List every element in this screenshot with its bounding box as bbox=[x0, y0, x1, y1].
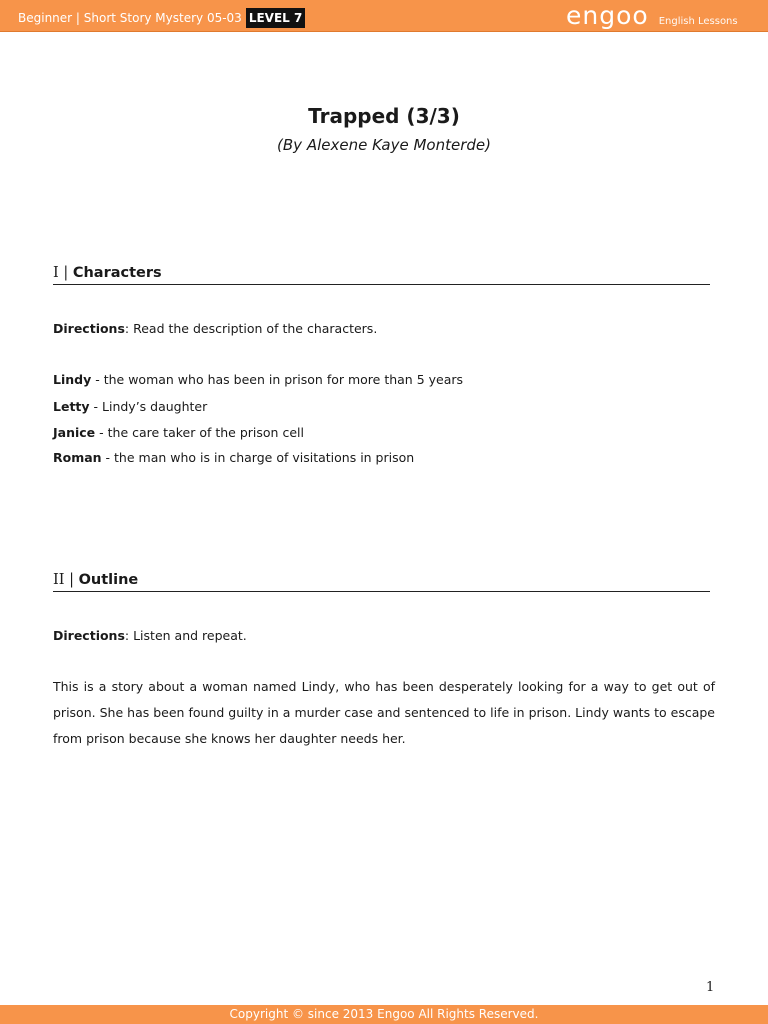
section-number: I | bbox=[53, 265, 69, 281]
header-bar bbox=[0, 0, 768, 32]
footer-bar bbox=[0, 1005, 768, 1024]
engoo-logo: engoo bbox=[566, 1, 649, 30]
section-heading-characters bbox=[53, 265, 710, 285]
character-name: Letty bbox=[53, 399, 90, 414]
character-item bbox=[53, 425, 304, 440]
brand bbox=[566, 2, 738, 30]
copyright-text: Copyright © since 2013 Engoo All Rights Reserved. bbox=[229, 1007, 539, 1021]
document-title: Trapped (3/3) bbox=[308, 104, 460, 128]
directions-characters bbox=[53, 321, 377, 336]
character-item bbox=[53, 372, 463, 387]
character-name: Roman bbox=[53, 450, 102, 465]
character-desc: - Lindy’s daughter bbox=[89, 399, 208, 414]
character-item bbox=[53, 399, 207, 414]
section-number: II | bbox=[53, 572, 74, 588]
page-number: 1 bbox=[706, 980, 715, 995]
character-desc: - the care taker of the prison cell bbox=[95, 425, 304, 440]
directions-text: : Listen and repeat. bbox=[124, 628, 247, 643]
header-breadcrumb-group bbox=[18, 8, 305, 28]
directions-label: Directions bbox=[53, 628, 125, 643]
section-name: Outline bbox=[78, 572, 139, 588]
character-name: Lindy bbox=[53, 372, 92, 387]
brand-tagline: English Lessons bbox=[658, 16, 738, 27]
directions-text: : Read the description of the characters. bbox=[124, 321, 378, 336]
section-name: Characters bbox=[72, 265, 162, 281]
character-desc: - the woman who has been in prison for more than 5 years bbox=[91, 372, 464, 387]
character-desc: - the man who is in charge of visitations in prison bbox=[101, 450, 415, 465]
outline-paragraph: This is a story about a woman named Lindy, who has been desperately looking for a way to get out of prison. She has been found guilty in a murder case and sentenced to life in prison. Lindy wants to escape from prison because she knows her daughter needs her. bbox=[53, 679, 715, 746]
document-author: (By Alexene Kaye Monterde) bbox=[277, 136, 491, 154]
level-badge: LEVEL 7 bbox=[246, 8, 306, 28]
directions-label: Directions bbox=[53, 321, 125, 336]
directions-outline bbox=[53, 628, 247, 643]
character-item bbox=[53, 450, 414, 465]
breadcrumb: Beginner | Short Story Mystery 05-03 bbox=[18, 11, 242, 25]
section-heading-outline bbox=[53, 572, 710, 592]
character-name: Janice bbox=[53, 425, 96, 440]
